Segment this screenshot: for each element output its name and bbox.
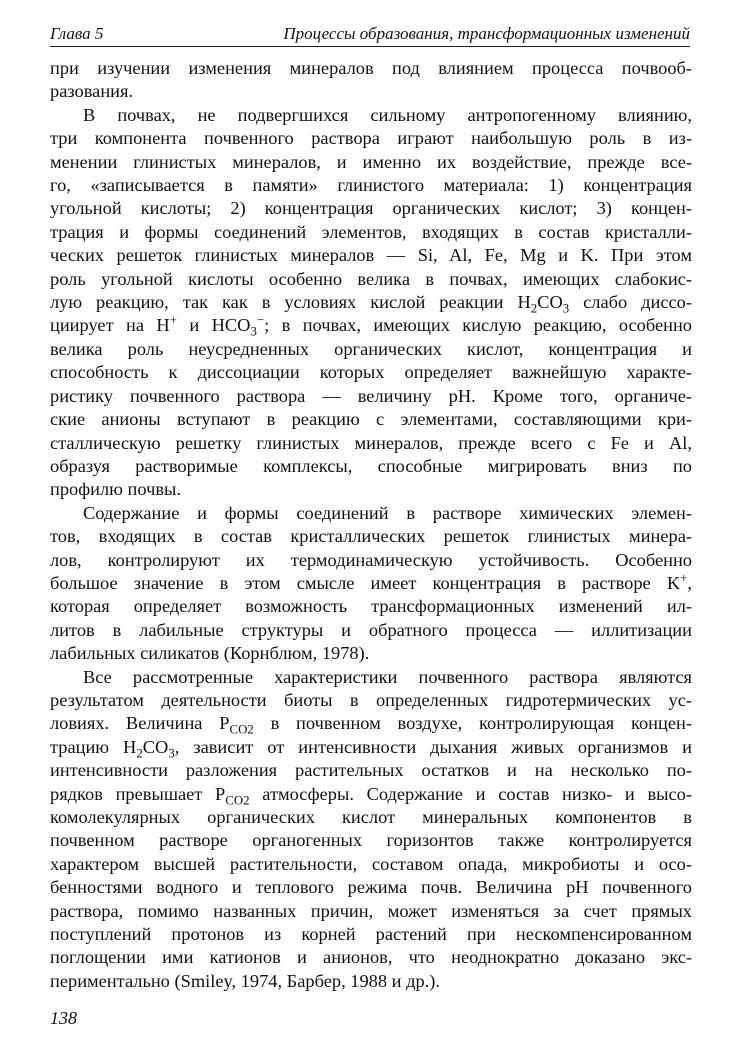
text-line: раствора, помимо названных причин, может изменяться за счет прямых (50, 900, 692, 921)
text-line: интенсивности разложения растительных остатков и на несколько по- (50, 760, 692, 781)
subscript: 3 (250, 325, 257, 340)
text-run: ловиях. Величина P (50, 713, 230, 734)
text-line-formula (50, 712, 692, 738)
text-line: Содержание и формы соединений в растворе химических элемен- (83, 502, 692, 523)
text-line-formula (50, 783, 692, 806)
running-head (50, 22, 690, 47)
text-line-formula (50, 736, 692, 759)
text-line: бенностями водного и теплового режима почв. Величина pH почвенного (50, 877, 692, 898)
text-line: профилю почвы. (50, 479, 181, 500)
text-line: лов, контролируют их термодинамическую устойчивость. Особенно (50, 549, 692, 570)
text-line: почвенном растворе органогенных горизонтов также контролируется (50, 830, 692, 851)
text-line: менении глинистых минералов, и именно их воздействие, прежде все- (50, 151, 692, 172)
chapter-label: Глава 5 (50, 24, 104, 43)
subscript: CO2 (229, 723, 254, 738)
text-run: , зависит от интенсивности дыхания живых организмов и (174, 736, 693, 757)
text-run: , (687, 572, 692, 593)
text-run: циирует на H (50, 315, 170, 336)
text-run: ; в почвах, имеющих кислую реакцию, особенно (264, 315, 692, 336)
text-line: комолекулярных органических кислот минеральных компонентов в (50, 807, 692, 827)
text-line: разования. (50, 81, 134, 102)
text-line: лабильных силикатов (Корнблюм, 1978). (50, 643, 370, 664)
text-line: которая определяет возможность трансформационных изменений ил- (50, 596, 692, 617)
subscript: CO2 (225, 793, 250, 808)
body-text (50, 57, 692, 993)
text-line: поступлений протонов из корней растений при нескомпенсированном (50, 924, 692, 945)
text-line: роль угольной кислоты особенно велика в почвах, имеющих слабокис- (50, 268, 692, 289)
text-line: три компонента почвенного раствора играют наибольшую роль в из- (50, 128, 692, 149)
text-line: поглощении ими катионов и анионов, что неоднократно доказано экс- (50, 947, 692, 968)
text-run: CO (537, 292, 563, 313)
paragraph-4 (50, 666, 692, 994)
superscript: + (169, 313, 177, 328)
text-line: В почвах, не подвергшихся сильному антропогенному влиянию, (83, 104, 692, 125)
superscript: − (256, 313, 265, 328)
text-line: ристику почвенного раствора — величину pH. Кроме того, органиче- (50, 385, 692, 406)
text-run: в почвенном воздухе, контролирующая концен- (253, 713, 692, 734)
text-line: периментально (Smiley, 1974, Барбер, 1988 и др.). (50, 970, 440, 991)
paragraph-1 (50, 57, 692, 104)
text-line: сталлическую решетку глинистых минералов, прежде всего с Fe и Al, (50, 432, 692, 453)
text-run: рядков превышает P (50, 783, 226, 804)
text-line: результатом деятельности биоты в определенных гидротермических ус- (50, 689, 692, 710)
subscript: 3 (168, 746, 175, 761)
running-title: Процессы образования, трансформационных изменений (283, 24, 690, 43)
text-run: и HCO (176, 315, 251, 336)
text-line: характером высшей растительности, составом опада, микробиоты и осо- (50, 853, 692, 874)
text-line-formula (50, 291, 692, 314)
subscript: 2 (136, 746, 143, 761)
paragraph-3 (50, 502, 692, 666)
text-line: тов, входящих в состав кристаллических решеток глинистых минера- (50, 526, 692, 547)
subscript: 3 (562, 301, 570, 316)
text-line: ческих решеток глинистых минералов — Si, Al, Fe, Mg и K. При этом (50, 245, 692, 266)
text-run: CO (142, 736, 169, 757)
text-line: угольной кислоты; 2) концентрация органических кислот; 3) концен- (50, 198, 692, 219)
subscript: 2 (530, 301, 538, 316)
text-line: го, «записывается в памяти» глинистого материала: 1) концентрация (50, 175, 692, 196)
page-number: 138 (50, 1008, 77, 1028)
text-run: большое значение в этом смысле имеет концентрация в растворе K (50, 572, 681, 593)
text-line: трация и формы соединений элементов, входящих в состав кристалли- (50, 221, 692, 242)
text-run: лую реакцию, так как в условиях кислой реакции H (50, 292, 531, 313)
text-line: Все рассмотренные характеристики почвенного раствора являются (83, 666, 692, 687)
text-line: ские анионы вступают в реакцию с элементами, составляющими кри- (50, 409, 692, 430)
text-line: образуя растворимые комплексы, способные мигрировать вниз по (50, 455, 692, 476)
text-line-formula (50, 313, 692, 340)
paragraph-2 (50, 104, 692, 502)
text-line: способность к диссоциации которых определяет важнейшую характе- (50, 362, 692, 383)
text-line: при изучении изменения минералов под влиянием процесса почвооб- (50, 58, 692, 78)
text-run: атмосферы. Содержание и состав низко- и высо- (249, 783, 692, 804)
text-run: трацию H (50, 736, 137, 757)
text-line-formula (50, 572, 692, 595)
text-line: литов в лабильные структуры и обратного процесса — иллитизации (50, 619, 692, 640)
text-run: слабо диссо- (569, 292, 692, 313)
text-line: велика роль неусредненных органических кислот, концентрация и (50, 338, 692, 359)
superscript: + (680, 570, 688, 585)
